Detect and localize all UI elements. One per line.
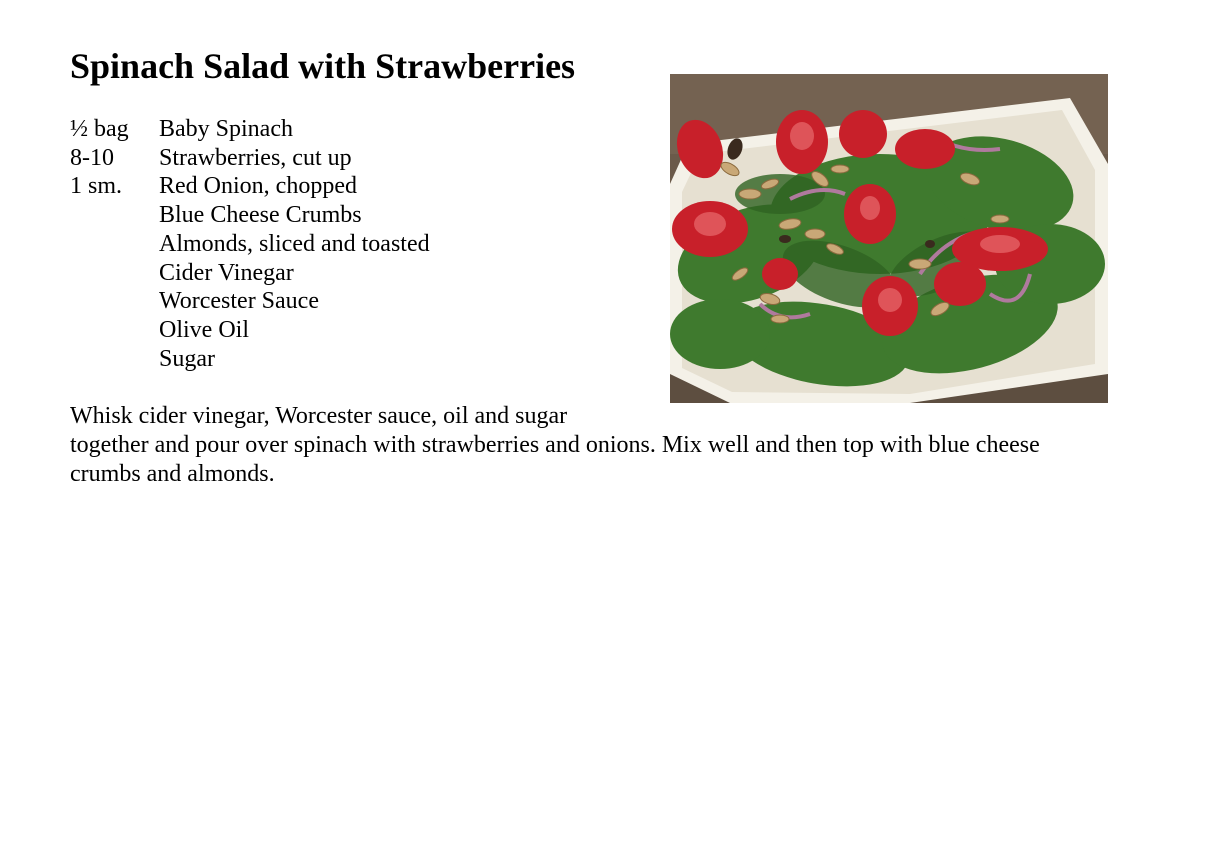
ingredient-name: Sugar	[159, 345, 215, 372]
ingredient-list	[70, 115, 430, 373]
ingredient-name: Baby Spinach	[159, 116, 293, 142]
ingredient-item	[70, 115, 430, 144]
ingredient-item	[70, 316, 430, 345]
ingredient-item	[70, 172, 430, 201]
ingredient-item	[70, 287, 430, 316]
ingredient-quantity	[70, 230, 159, 259]
instructions-line: together and pour over spinach with strawberries and onions. Mix well and then top with blue cheese	[70, 432, 1040, 458]
ingredient-quantity	[70, 287, 159, 316]
ingredient-quantity	[70, 345, 159, 374]
ingredient-name: Strawberries, cut up	[159, 144, 352, 171]
ingredient-name: Red Onion, chopped	[159, 173, 357, 200]
ingredient-name: Blue Cheese Crumbs	[159, 202, 362, 229]
instructions-line: Whisk cider vinegar, Worcester sauce, oil and sugar	[70, 403, 568, 429]
ingredient-quantity	[70, 259, 159, 288]
ingredient-quantity: ½ bag	[70, 116, 129, 142]
ingredient-item	[70, 345, 430, 374]
ingredient-name: Worcester Sauce	[159, 288, 319, 315]
recipe-title: Spinach Salad with Strawberries	[70, 46, 576, 86]
instructions-line: crumbs and almonds.	[70, 461, 275, 487]
ingredient-item	[70, 201, 430, 230]
ingredient-item	[70, 144, 430, 173]
ingredient-quantity: 1 sm.	[70, 173, 123, 200]
ingredient-name: Olive Oil	[159, 316, 249, 343]
ingredient-quantity	[70, 201, 159, 230]
recipe-instructions	[70, 402, 1110, 489]
ingredient-name: Cider Vinegar	[159, 259, 294, 286]
ingredient-item	[70, 259, 430, 288]
ingredient-quantity	[70, 316, 159, 345]
ingredient-name: Almonds, sliced and toasted	[159, 230, 430, 257]
ingredient-item	[70, 230, 430, 259]
ingredient-quantity: 8-10	[70, 144, 114, 171]
salad-photo	[670, 74, 1108, 403]
